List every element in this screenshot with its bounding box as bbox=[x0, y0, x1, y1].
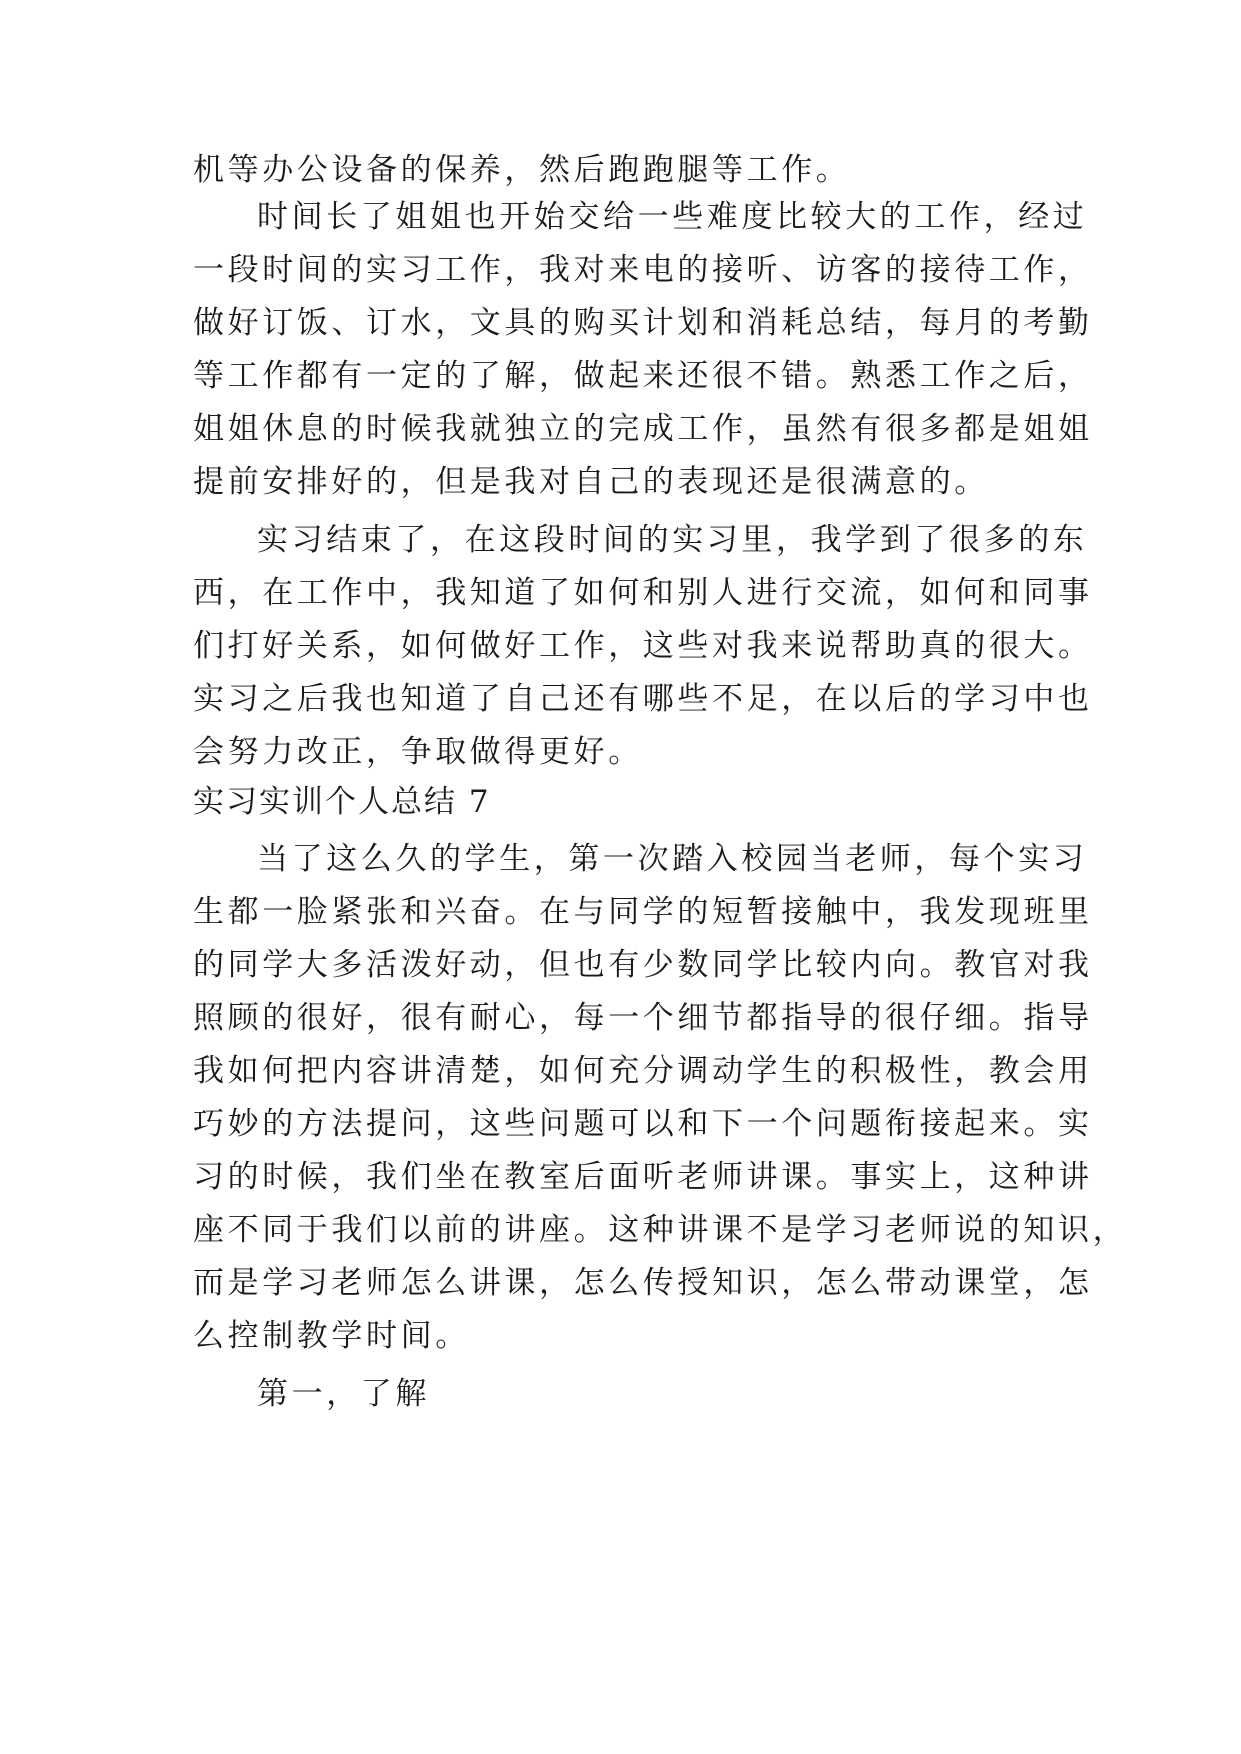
text-line: 一段时间的实习工作，我对来电的接听、访客的接待工作， bbox=[193, 252, 1093, 288]
text-line: 们打好关系，如何做好工作，这些对我来说帮助真的很大。 bbox=[193, 628, 1093, 664]
text-line: 的同学大多活泼好动，但也有少数同学比较内向。教官对我 bbox=[193, 947, 1093, 983]
text-line: 习的时候，我们坐在教室后面听老师讲课。事实上，这种讲 bbox=[193, 1159, 1093, 1195]
paragraph-first-line: 第一，了解 bbox=[257, 1376, 430, 1412]
text-line: 会努力改正，争取做得更好。 bbox=[193, 734, 643, 770]
text-line: 照顾的很好，很有耐心，每一个细节都指导的很仔细。指导 bbox=[193, 1000, 1093, 1036]
text-line: 机等办公设备的保养，然后跑跑腿等工作。 bbox=[193, 152, 851, 188]
paragraph-first-line: 时间长了姐姐也开始交给一些难度比较大的工作，经过 bbox=[257, 199, 1088, 235]
paragraph-first-line: 当了这么久的学生，第一次踏入校园当老师，每个实习 bbox=[257, 841, 1088, 877]
text-line: 实习之后我也知道了自己还有哪些不足，在以后的学习中也 bbox=[193, 681, 1093, 717]
section-heading: 实习实训个人总结 7 bbox=[193, 784, 491, 820]
text-line: 提前安排好的，但是我对自己的表现还是很满意的。 bbox=[193, 464, 989, 500]
text-line: 巧妙的方法提问，这些问题可以和下一个问题衔接起来。实 bbox=[193, 1106, 1093, 1142]
paragraph-first-line: 实习结束了，在这段时间的实习里，我学到了很多的东 bbox=[257, 522, 1088, 558]
text-line: 而是学习老师怎么讲课，怎么传授知识，怎么带动课堂，怎 bbox=[193, 1265, 1093, 1301]
text-line: 座不同于我们以前的讲座。这种讲课不是学习老师说的知识， bbox=[193, 1212, 1128, 1248]
text-line: 西，在工作中，我知道了如何和别人进行交流，如何和同事 bbox=[193, 575, 1093, 611]
text-line: 等工作都有一定的了解，做起来还很不错。熟悉工作之后， bbox=[193, 358, 1093, 394]
text-line: 姐姐休息的时候我就独立的完成工作，虽然有很多都是姐姐 bbox=[193, 411, 1093, 447]
text-line: 我如何把内容讲清楚，如何充分调动学生的积极性，教会用 bbox=[193, 1053, 1093, 1089]
text-line: 生都一脸紧张和兴奋。在与同学的短暂接触中，我发现班里 bbox=[193, 894, 1093, 930]
text-line: 做好订饭、订水，文具的购买计划和消耗总结，每月的考勤 bbox=[193, 305, 1093, 341]
text-line: 么控制教学时间。 bbox=[193, 1318, 470, 1354]
